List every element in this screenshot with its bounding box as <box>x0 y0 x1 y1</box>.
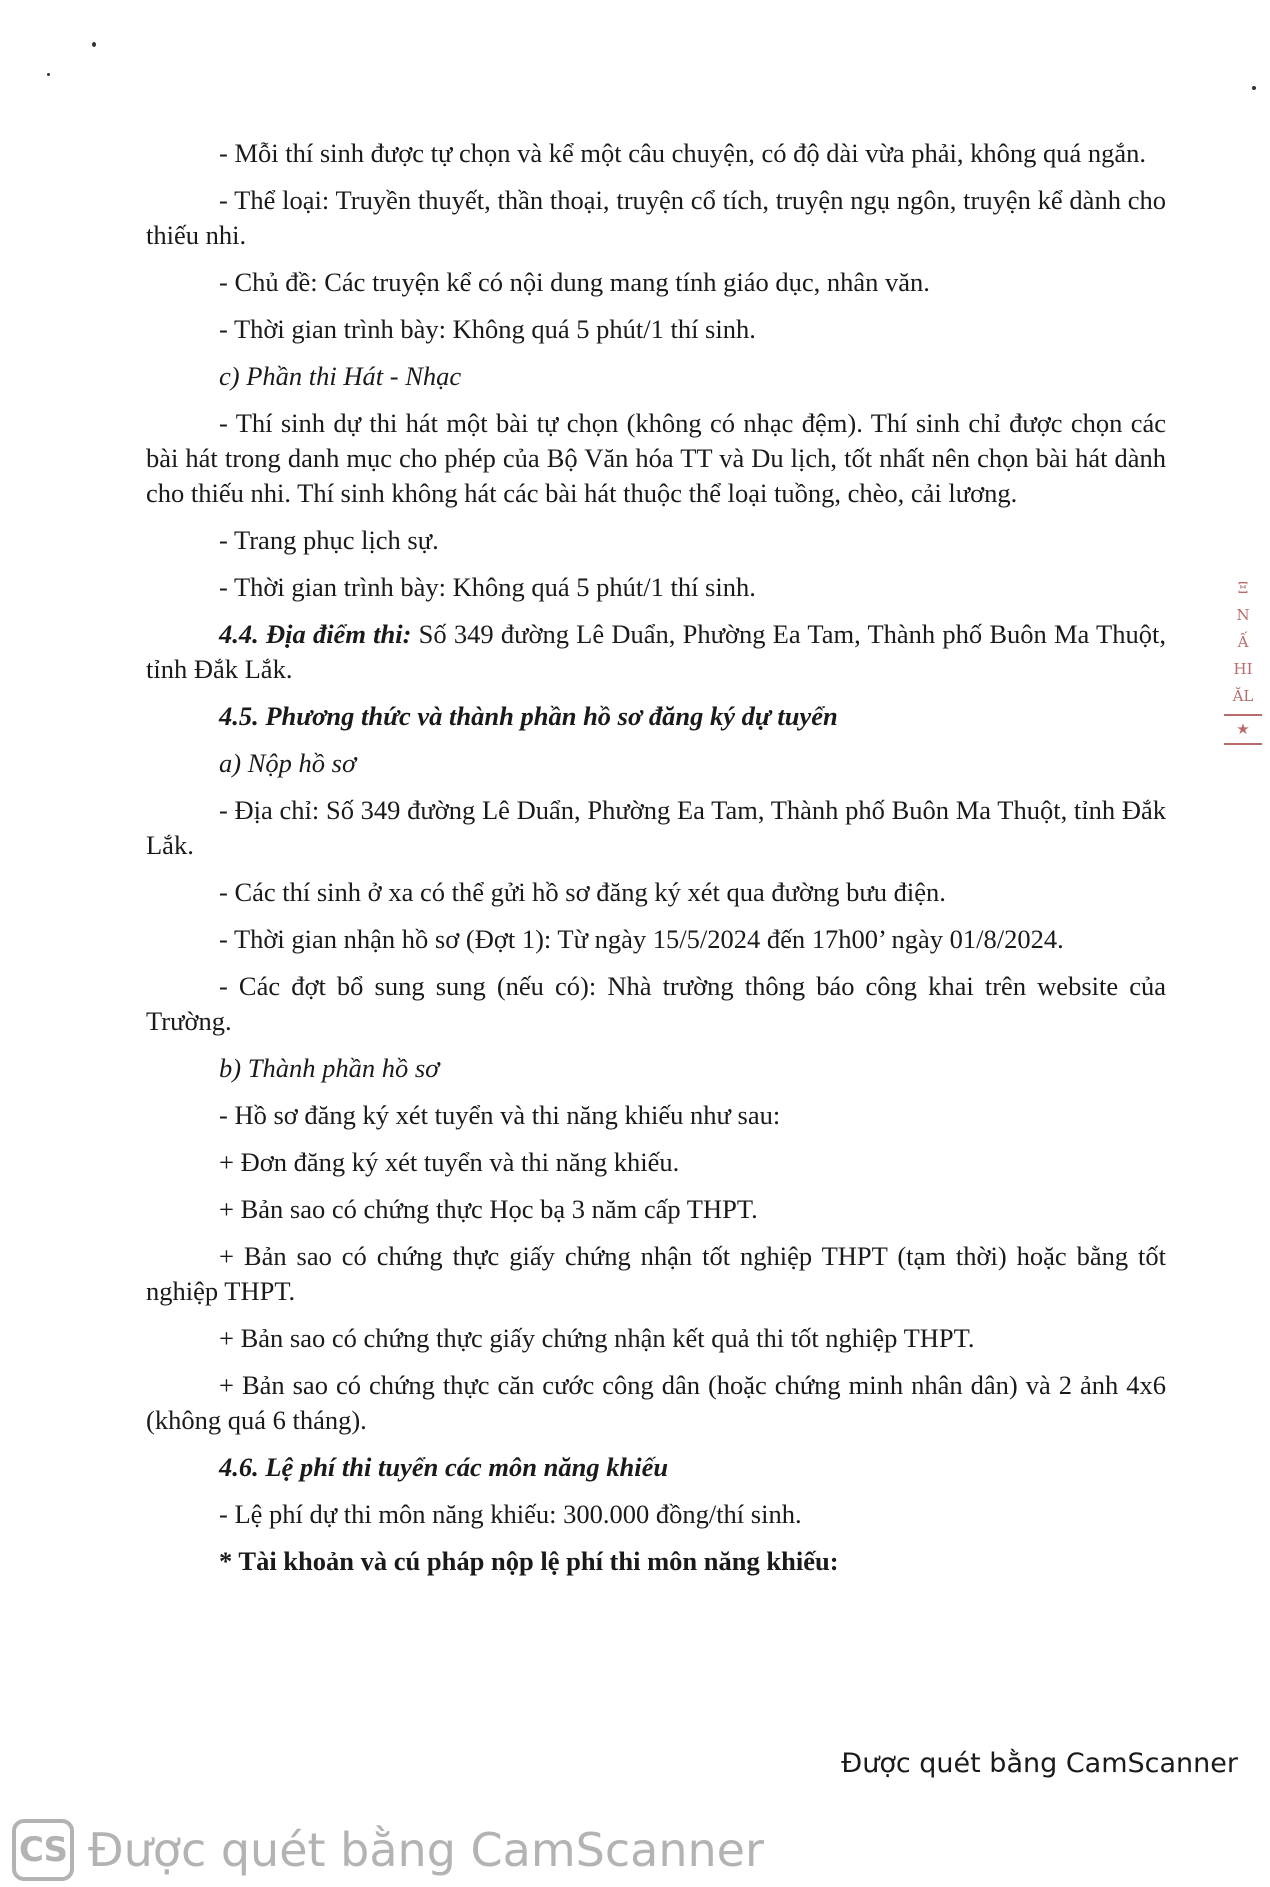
paragraph-story-choice: - Mỗi thí sinh được tự chọn và kể một câu chuyện, có độ dài vừa phải, không quá ngắn. <box>219 138 1146 168</box>
section-exam-location-label: 4.4. Địa điểm thi: <box>219 619 412 649</box>
document-body <box>146 136 1166 1591</box>
subheading-dossier-components: b) Thành phần hồ sơ <box>219 1053 440 1083</box>
paragraph-singing-rules: - Thí sinh dự thi hát một bài tự chọn (không có nhạc đệm). Thí sinh chỉ được chọn các bài hát trong danh mục cho phép của Bộ Văn hóa TT và Du lịch, tốt nhất nên chọn bài hát dành cho thiếu nhi. Thí sinh không hát các bài hát thuộc thể loại tuồng, chèo, cải lương. <box>146 408 1166 508</box>
list-item-transcript: + Bản sao có chứng thực Học bạ 3 năm cấp THPT. <box>219 1194 758 1224</box>
section-exam-location <box>146 617 1166 687</box>
subheading-submit-dossier: a) Nộp hồ sơ <box>219 748 357 778</box>
subheading-singing: c) Phần thi Hát - Nhạc <box>219 361 462 391</box>
heading-application-method: 4.5. Phương thức và thành phần hồ sơ đăng ký dự tuyển <box>219 701 838 731</box>
paragraph-address: - Địa chỉ: Số 349 đường Lê Duẩn, Phường Ea Tam, Thành phố Buôn Ma Thuột, tỉnh Đắk Lắk. <box>146 795 1166 860</box>
paragraph-supplementary: - Các đợt bổ sung sung (nếu có): Nhà trường thông báo công khai trên website của Trường. <box>146 971 1166 1036</box>
section-exam-location-text: Số 349 đường Lê Duẩn, Phường Ea Tam, Thành phố Buôn Ma Thuột, tỉnh Đắk Lắk. <box>146 619 1166 684</box>
paragraph-dossier-intro: - Hồ sơ đăng ký xét tuyển và thi năng khiếu như sau: <box>219 1100 781 1130</box>
paragraph-deadline: - Thời gian nhận hồ sơ (Đợt 1): Từ ngày 15/5/2024 đến 17h00’ ngày 01/8/2024. <box>219 924 1064 954</box>
paragraph-dress-code: - Trang phục lịch sự. <box>219 525 439 555</box>
heading-exam-fee: 4.6. Lệ phí thi tuyển các môn năng khiếu <box>219 1452 669 1482</box>
stamp-fragment: Ξ <box>1237 579 1249 597</box>
paragraph-time-limit: - Thời gian trình bày: Không quá 5 phút/1 thí sinh. <box>219 314 756 344</box>
camscanner-watermark <box>12 1814 764 1886</box>
paragraph-time-limit-singing: - Thời gian trình bày: Không quá 5 phút/1 thí sinh. <box>219 572 756 602</box>
scan-speck <box>1252 86 1256 90</box>
scan-speck <box>92 42 96 47</box>
stamp-fragment: HI <box>1233 660 1253 678</box>
scan-note: Được quét bằng CamScanner <box>841 1748 1238 1779</box>
list-item-graduation-certificate: + Bản sao có chứng thực giấy chứng nhận tốt nghiệp THPT (tạm thời) hoặc bằng tốt nghiệp THPT. <box>146 1241 1166 1306</box>
stamp-fragment: N <box>1236 606 1250 624</box>
stamp-star-icon: ★ <box>1224 714 1262 745</box>
paragraph-genre: - Thể loại: Truyền thuyết, thần thoại, truyện cổ tích, truyện ngụ ngôn, truyện kể dành cho thiếu nhi. <box>146 185 1166 250</box>
red-stamp-edge <box>1224 575 1262 775</box>
paragraph-postal: - Các thí sinh ở xa có thể gửi hồ sơ đăng ký xét qua đường bưu điện. <box>219 877 946 907</box>
scan-speck <box>47 73 50 76</box>
watermark-text: Được quét bằng CamScanner <box>88 1823 764 1877</box>
paragraph-fee-amount: - Lệ phí dự thi môn năng khiếu: 300.000 đồng/thí sinh. <box>219 1499 802 1529</box>
stamp-fragment: ĂL <box>1232 687 1254 705</box>
paragraph-payment-account: * Tài khoản và cú pháp nộp lệ phí thi môn năng khiếu: <box>219 1546 839 1576</box>
list-item-id-photos: + Bản sao có chứng thực căn cước công dân (hoặc chứng minh nhân dân) và 2 ảnh 4x6 (không quá 6 tháng). <box>146 1370 1166 1435</box>
camscanner-logo-icon: CS <box>12 1819 74 1881</box>
list-item-exam-results: + Bản sao có chứng thực giấy chứng nhận kết quả thi tốt nghiệp THPT. <box>219 1323 975 1353</box>
paragraph-topic: - Chủ đề: Các truyện kể có nội dung mang tính giáo dục, nhân văn. <box>219 267 930 297</box>
list-item-application-form: + Đơn đăng ký xét tuyển và thi năng khiếu. <box>219 1147 680 1177</box>
stamp-fragment: Ấ <box>1237 633 1249 651</box>
